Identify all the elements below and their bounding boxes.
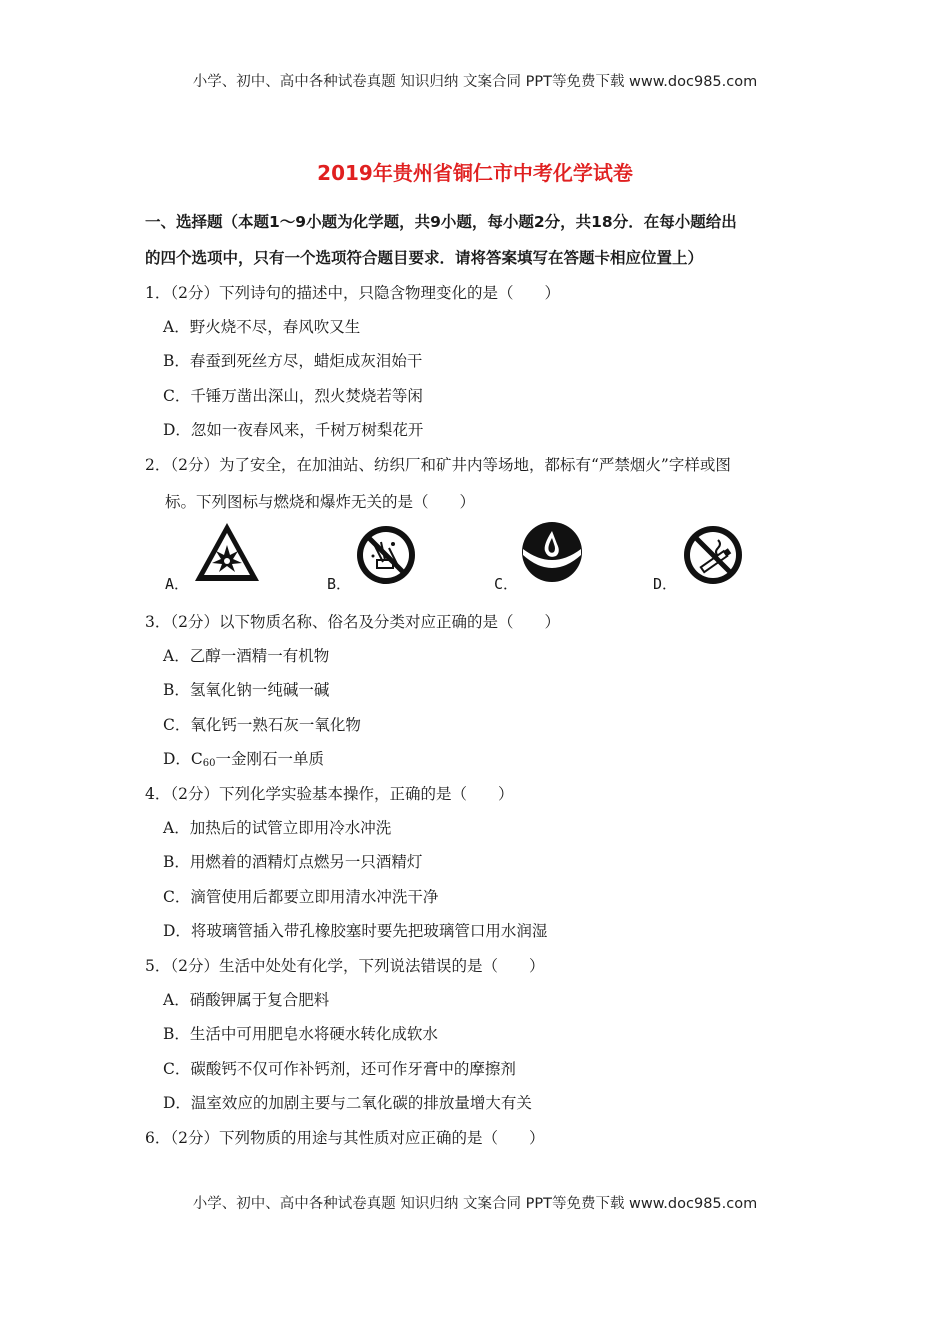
question-4-stem: 4．（2分）下列化学实验基本操作，正确的是（ ） [145, 785, 514, 803]
water-saving-icon [521, 521, 583, 583]
question-2-label-c: C． [494, 575, 519, 593]
question-5-stem: 5．（2分）生活中处处有化学，下列说法错误的是（ ） [145, 957, 545, 975]
question-3-option-a: A．乙醇一酒精一有机物 [163, 647, 330, 665]
header-banner: 小学、初中、高中各种试卷真题 知识归纳 文案合同 PPT等免费下载 www.doc985.com [192, 74, 758, 90]
section-heading-line2: 的四个选项中，只有一个选项符合题目要求．请将答案填写在答题卡相应位置上） [145, 249, 704, 267]
question-1-option-b: B．春蚕到死丝方尽，蜡炬成灰泪始干 [163, 352, 423, 370]
question-3-option-d [163, 747, 324, 769]
no-smoking-icon [682, 524, 744, 586]
question-3-option-c: C．氧化钙一熟石灰一氧化物 [163, 716, 361, 734]
question-2-label-b: B． [327, 575, 352, 593]
page-title: 2019年贵州省铜仁市中考化学试卷 [317, 161, 633, 185]
question-3-option-d-suffix: 一金刚石一单质 [215, 750, 325, 768]
question-2-label-d: D． [653, 575, 678, 593]
question-2-stem-line2: 标。下列图标与燃烧和爆炸无关的是（ ） [165, 493, 476, 511]
section-heading-line1: 一、选择题（本题1～9小题为化学题，共9小题，每小题2分，共18分．在每小题给出 [145, 213, 737, 231]
question-3-option-d-subscript: 60 [202, 758, 216, 769]
footer-banner: 小学、初中、高中各种试卷真题 知识归纳 文案合同 PPT等免费下载 www.doc985.com [192, 1196, 758, 1212]
question-1-option-a: A．野火烧不尽，春风吹又生 [163, 318, 361, 336]
question-5-option-c: C．碳酸钙不仅可作补钙剂，还可作牙膏中的摩擦剂 [163, 1060, 516, 1078]
question-1-option-c: C．千锤万凿出深山，烈火焚烧若等闲 [163, 387, 423, 405]
question-1-option-d: D．忽如一夜春风来，千树万树梨花开 [163, 421, 424, 439]
question-4-option-d: D．将玻璃管插入带孔橡胶塞时要先把玻璃管口用水润湿 [163, 922, 548, 940]
question-2-stem-line1: 2．（2分）为了安全，在加油站、纺织厂和矿井内等场地，都标有“严禁烟火”字样或图 [145, 456, 731, 474]
question-4-option-b: B．用燃着的酒精灯点燃另一只酒精灯 [163, 853, 423, 871]
question-4-option-a: A．加热后的试管立即用冷水冲洗 [163, 819, 392, 837]
question-4-option-c: C．滴管使用后都要立即用清水冲洗干净 [163, 888, 439, 906]
question-3-option-d-prefix: D．C [163, 750, 203, 768]
no-fireworks-icon [355, 524, 417, 586]
question-3-option-b: B．氢氧化钠一纯碱一碱 [163, 681, 330, 699]
question-1-stem: 1．（2分）下列诗句的描述中，只隐含物理变化的是（ ） [145, 284, 560, 302]
question-5-option-d: D．温室效应的加剧主要与二氧化碳的排放量增大有关 [163, 1094, 532, 1112]
question-5-option-a: A．硝酸钾属于复合肥料 [163, 991, 330, 1009]
question-2-label-a: A． [165, 575, 190, 593]
explosion-warning-icon [193, 521, 261, 583]
question-5-option-b: B．生活中可用肥皂水将硬水转化成软水 [163, 1025, 438, 1043]
question-6-stem: 6．（2分）下列物质的用途与其性质对应正确的是（ ） [145, 1129, 545, 1147]
question-3-stem: 3．（2分）以下物质名称、俗名及分类对应正确的是（ ） [145, 613, 560, 631]
